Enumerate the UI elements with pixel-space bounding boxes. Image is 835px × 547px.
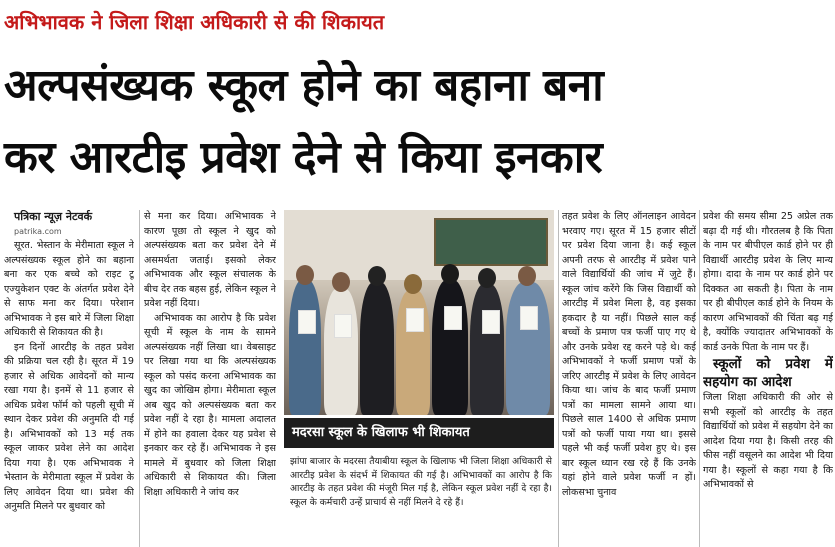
photo-notice-board bbox=[434, 218, 548, 266]
paragraph: प्रवेश की समय सीमा 25 अप्रेल तक बढ़ा दी गई थी। गौरतलब है कि पिता के नाम पर बीपीएल कार्ड होने पर ही विद्यार्थी आरटीइ प्रवेश के लिए मान्य होगा। दादा के नाम पर कार्ड होने पर दिक्कत आ सकती है। पिता के नाम पर ही बीपीएल कार्ड होने के नियम के कारण अभिभावकों की चिंता बढ़ गई है, क्योंकि ज्यादातर अभिभावकों के कार्ड उनके पिता के नाम पर हैं। bbox=[703, 211, 833, 353]
photo-document bbox=[520, 306, 538, 330]
paragraph: तहत प्रवेश के लिए ऑनलाइन आवेदन भरवाए गए। सूरत में 15 हजार सीटों पर प्रवेश दिया जाना है। कई स्कूल अपनी तरफ से आरटीइ में प्रवेश पाने वाले विद्यार्थियों की जांच में जुटे हैं। स्कूल जांच करेंगे कि जिस विद्यार्थी को आरटीइ में प्रवेश मिला है, वह इसका हकदार है या नहीं। पिछले साल कई बच्चों के प्रमाण पत्र फर्जी पाए गए थे और उनके प्रवेश रद्द करने पड़े थे। कई अभिभावकों ने फर्जी प्रमाण पत्रों के जरिए आरटीइ में प्रवेश के लिए आवेदन किया था। जांच के बाद फर्जी प्रमाण पत्रों का मामला सामने आया था। पिछले साल 1400 से अधिक प्रमाण पत्रों को फर्जी पाया गया था। इससे पहले भी कई फर्जी प्रवेश हुए थे। इस बार स्कूल ध्यान रख रहे हैं कि उनके यहां होने वाले प्रवेश फर्जी न हों। लोकसभा चुनाव bbox=[562, 211, 696, 498]
byline-name: पत्रिका न्यूज़ नेटवर्क bbox=[14, 210, 93, 223]
photo-person bbox=[360, 282, 394, 415]
kicker-headline: अभिभावक ने जिला शिक्षा अधिकारी से की शिकायत bbox=[4, 10, 385, 34]
main-headline-line-1: अल्पसंख्यक स्कूल होने का बहाना बना bbox=[4, 60, 604, 111]
sub-heading: स्कूलों को प्रवेश में सहयोग का आदेश bbox=[703, 356, 833, 390]
news-photo-parents-group bbox=[284, 210, 554, 415]
byline-url: patrika.com bbox=[14, 226, 62, 236]
photo-head bbox=[368, 266, 386, 286]
photo-document bbox=[444, 306, 462, 330]
article-column-2 bbox=[144, 210, 276, 547]
column-divider bbox=[699, 210, 700, 547]
paragraph: इन दिनों आरटीइ के तहत प्रवेश की प्रक्रिया चल रही है। सूरत में 19 हजार से अधिक आवेदनों को मान्य रखा गया है। इनमें से 11 हजार से अधिक प्रवेश फॉर्म को पहली सूची में स्थान देकर प्रवेश की अनुमति दी गई है। अभिभावकों को 13 मई तक स्कूल जाकर प्रवेश लेने का आदेश दिया गया है। एक अभिभावक ने भेस्तान के मेरीमाता स्कूल में प्रवेश के लिए आवेदन दिया था। प्रवेश की अनुमति मिलने पर बुधवार को bbox=[4, 341, 134, 512]
photo-head bbox=[296, 265, 314, 285]
paragraph: सूरत. भेस्तान के मेरीमाता स्कूल ने अल्पसंख्यक स्कूल होने का बहाना बना कर एक बच्चे को राइट टू एज्युकेशन एक्ट के अंतर्गत प्रवेश देने से साफ मना कर दिया। परेशान अभिभावक ने इस बारे में जिला शिक्षा अधिकारी से शिकायत की है। bbox=[4, 240, 134, 338]
photo-person bbox=[432, 280, 468, 415]
photo-person bbox=[289, 280, 321, 415]
photo-document bbox=[298, 310, 316, 334]
paragraph: से मना कर दिया। अभिभावक ने कारण पूछा तो स्कूल ने खुद को अल्पसंख्यक बता कर प्रवेश देने में असमर्थता जताई। इसको लेकर अभिभावक और स्कूल संचालक के बीच देर तक बहस हुई, लेकिन स्कूल ने प्रवेश नहीं दिया। bbox=[144, 211, 276, 309]
photo-document bbox=[334, 314, 352, 338]
photo-head bbox=[478, 268, 496, 288]
article-column-1 bbox=[4, 210, 134, 547]
paragraph: अभिभावक का आरोप है कि प्रवेश सूची में स्कूल के नाम के सामने अल्पसंख्यक नहीं लिखा था। वेबसाइट पर लिखा गया था कि अल्पसंख्यक स्कूल को पसंद करना अभिभावक का खुद का जोखिम होगा। मेरीमाता स्कूल अब खुद को अल्पसंख्यक बता कर प्रवेश नहीं दे रहा है। मामला अदालत में होने का हवाला देकर यह प्रवेश से इनकार कर रहे हैं। अभिभावक ने इस मामले में बुधवार को जिला शिक्षा अधिकारी से शिकायत की। जिला शिक्षा अधिकारी ने जांच कर bbox=[144, 312, 276, 498]
sidebar-box-text: झांपा बाजार के मदरसा तैयाबीया स्कूल के खिलाफ भी जिला शिक्षा अधिकारी से आरटीइ प्रवेश के संदर्भ में शिकायत की गई है। अभिभावकों का आरोप है कि आरटीइ के तहत प्रवेश की मंजूरी मिल गई है, लेकिन स्कूल प्रवेश नहीं दे रहा है। स्कूल के कर्मचारी उन्हें प्राचार्य से नहीं मिलने दे रहे हैं। bbox=[290, 456, 552, 508]
paragraph: जिला शिक्षा अधिकारी की ओर से सभी स्कूलों को आरटीइ के तहत विद्यार्थियों को प्रवेश में सहयोग देने का आदेश दिया गया है। किसी तरह की फीस नहीं वसूलने का आदेश भी दिया गया है। स्कूलों से कहा गया है कि अभिभावकों से bbox=[703, 392, 833, 490]
photo-person bbox=[324, 288, 358, 415]
photo-person bbox=[470, 284, 504, 415]
photo-document bbox=[482, 310, 500, 334]
article-column-3 bbox=[562, 210, 696, 547]
column-divider bbox=[139, 210, 140, 547]
photo-head bbox=[404, 274, 422, 294]
photo-person bbox=[506, 282, 550, 415]
photo-document bbox=[406, 308, 424, 332]
photo-head bbox=[441, 264, 459, 284]
sidebar-box-heading: मदरसा स्कूल के खिलाफ भी शिकायत bbox=[284, 418, 554, 448]
photo-head bbox=[332, 272, 350, 292]
article-column-4 bbox=[703, 210, 833, 547]
main-headline-line-2: कर आरटीइ प्रवेश देने से किया इनकार bbox=[4, 132, 603, 183]
photo-head bbox=[518, 266, 536, 286]
column-divider bbox=[558, 210, 559, 547]
